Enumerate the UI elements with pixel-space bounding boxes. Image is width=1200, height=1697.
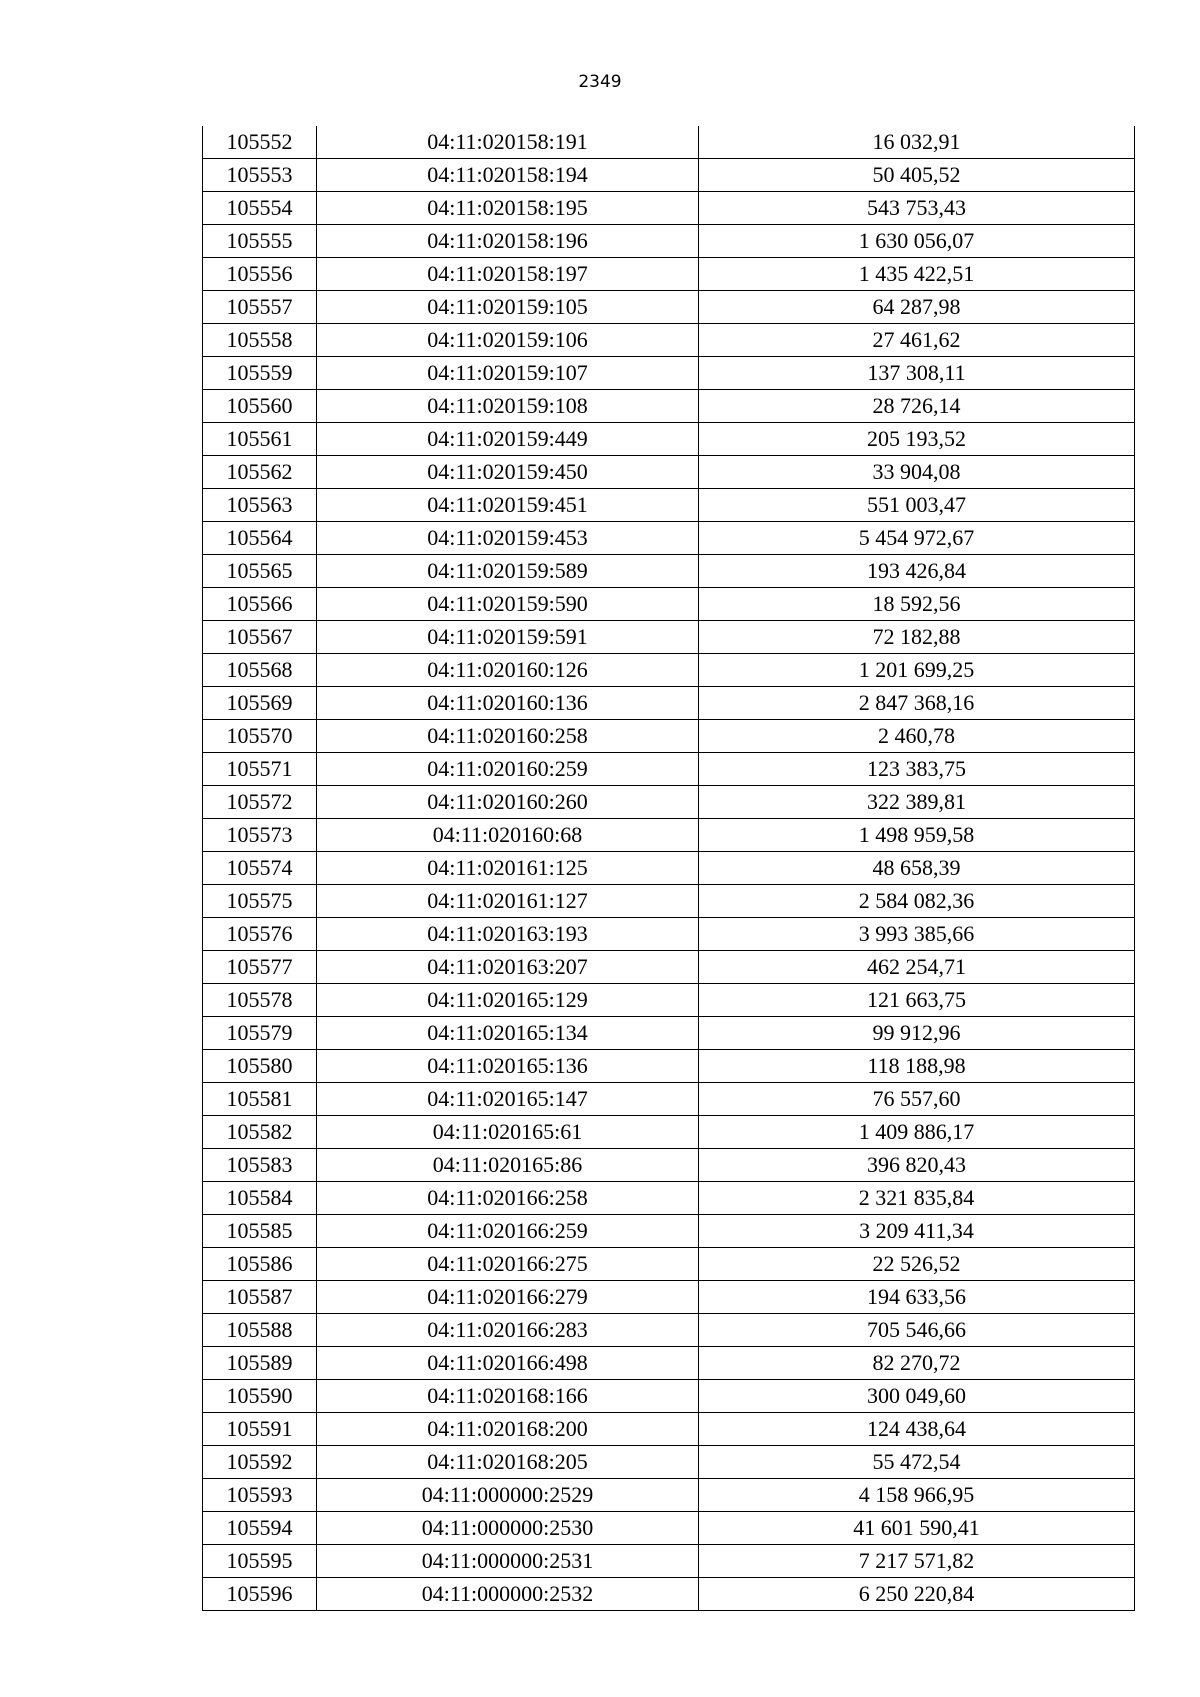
table-row xyxy=(203,1149,1135,1182)
cadastral-value-cell: 18 592,56 xyxy=(699,588,1135,621)
cadastral-number-cell: 04:11:020159:590 xyxy=(317,588,699,621)
table-row xyxy=(203,126,1135,159)
table-row xyxy=(203,1182,1135,1215)
row-number-cell: 105596 xyxy=(203,1578,317,1611)
row-number-cell: 105559 xyxy=(203,357,317,390)
cadastral-value-cell: 1 409 886,17 xyxy=(699,1116,1135,1149)
table-row xyxy=(203,1512,1135,1545)
cadastral-value-cell: 551 003,47 xyxy=(699,489,1135,522)
cadastral-value-cell: 2 460,78 xyxy=(699,720,1135,753)
cadastral-value-cell: 396 820,43 xyxy=(699,1149,1135,1182)
cadastral-number-cell: 04:11:020159:451 xyxy=(317,489,699,522)
cadastral-value-cell: 6 250 220,84 xyxy=(699,1578,1135,1611)
cadastral-value-cell: 27 461,62 xyxy=(699,324,1135,357)
cadastral-value-cell: 137 308,11 xyxy=(699,357,1135,390)
cadastral-number-cell: 04:11:020165:129 xyxy=(317,984,699,1017)
cadastral-number-cell: 04:11:020159:453 xyxy=(317,522,699,555)
cadastral-value-cell: 3 209 411,34 xyxy=(699,1215,1135,1248)
row-number-cell: 105563 xyxy=(203,489,317,522)
row-number-cell: 105581 xyxy=(203,1083,317,1116)
cadastral-number-cell: 04:11:020159:591 xyxy=(317,621,699,654)
row-number-cell: 105590 xyxy=(203,1380,317,1413)
row-number-cell: 105585 xyxy=(203,1215,317,1248)
cadastral-number-cell: 04:11:020158:194 xyxy=(317,159,699,192)
table-row xyxy=(203,918,1135,951)
cadastral-value-cell: 99 912,96 xyxy=(699,1017,1135,1050)
table-row xyxy=(203,852,1135,885)
cadastral-number-cell: 04:11:020166:275 xyxy=(317,1248,699,1281)
cadastral-value-cell: 72 182,88 xyxy=(699,621,1135,654)
cadastral-number-cell: 04:11:020160:258 xyxy=(317,720,699,753)
table-row xyxy=(203,390,1135,423)
cadastral-value-cell: 3 993 385,66 xyxy=(699,918,1135,951)
cadastral-value-cell: 1 630 056,07 xyxy=(699,225,1135,258)
table-row xyxy=(203,555,1135,588)
row-number-cell: 105553 xyxy=(203,159,317,192)
cadastral-value-cell: 41 601 590,41 xyxy=(699,1512,1135,1545)
cadastral-number-cell: 04:11:020163:207 xyxy=(317,951,699,984)
table-row xyxy=(203,1413,1135,1446)
cadastral-number-cell: 04:11:020168:205 xyxy=(317,1446,699,1479)
table-row xyxy=(203,720,1135,753)
table-row xyxy=(203,984,1135,1017)
table-row xyxy=(203,588,1135,621)
cadastral-value-cell: 118 188,98 xyxy=(699,1050,1135,1083)
cadastral-value-cell: 82 270,72 xyxy=(699,1347,1135,1380)
cadastral-value-cell: 76 557,60 xyxy=(699,1083,1135,1116)
row-number-cell: 105586 xyxy=(203,1248,317,1281)
cadastral-number-cell: 04:11:020160:68 xyxy=(317,819,699,852)
table-row xyxy=(203,258,1135,291)
table-row xyxy=(203,621,1135,654)
row-number-cell: 105578 xyxy=(203,984,317,1017)
cadastral-number-cell: 04:11:020161:125 xyxy=(317,852,699,885)
cadastral-number-cell: 04:11:000000:2529 xyxy=(317,1479,699,1512)
cadastral-number-cell: 04:11:020166:258 xyxy=(317,1182,699,1215)
cadastral-number-cell: 04:11:020160:136 xyxy=(317,687,699,720)
cadastral-number-cell: 04:11:020160:259 xyxy=(317,753,699,786)
registry-table-body xyxy=(203,126,1135,1611)
cadastral-value-cell: 300 049,60 xyxy=(699,1380,1135,1413)
cadastral-number-cell: 04:11:020158:191 xyxy=(317,126,699,159)
table-row xyxy=(203,1380,1135,1413)
table-row xyxy=(203,1578,1135,1611)
cadastral-value-cell: 1 435 422,51 xyxy=(699,258,1135,291)
cadastral-value-cell: 194 633,56 xyxy=(699,1281,1135,1314)
row-number-cell: 105568 xyxy=(203,654,317,687)
table-row xyxy=(203,951,1135,984)
cadastral-number-cell: 04:11:020165:61 xyxy=(317,1116,699,1149)
row-number-cell: 105567 xyxy=(203,621,317,654)
cadastral-number-cell: 04:11:000000:2530 xyxy=(317,1512,699,1545)
table-row xyxy=(203,1281,1135,1314)
cadastral-number-cell: 04:11:020159:108 xyxy=(317,390,699,423)
row-number-cell: 105587 xyxy=(203,1281,317,1314)
cadastral-value-cell: 121 663,75 xyxy=(699,984,1135,1017)
table-row xyxy=(203,654,1135,687)
table-row xyxy=(203,225,1135,258)
cadastral-value-cell: 205 193,52 xyxy=(699,423,1135,456)
table-row xyxy=(203,1479,1135,1512)
cadastral-number-cell: 04:11:020166:259 xyxy=(317,1215,699,1248)
cadastral-number-cell: 04:11:020165:134 xyxy=(317,1017,699,1050)
cadastral-value-cell: 33 904,08 xyxy=(699,456,1135,489)
row-number-cell: 105577 xyxy=(203,951,317,984)
row-number-cell: 105564 xyxy=(203,522,317,555)
cadastral-number-cell: 04:11:020166:283 xyxy=(317,1314,699,1347)
table-row xyxy=(203,1314,1135,1347)
table-row xyxy=(203,753,1135,786)
row-number-cell: 105558 xyxy=(203,324,317,357)
cadastral-value-cell: 705 546,66 xyxy=(699,1314,1135,1347)
cadastral-number-cell: 04:11:020159:105 xyxy=(317,291,699,324)
cadastral-number-cell: 04:11:020158:195 xyxy=(317,192,699,225)
row-number-cell: 105574 xyxy=(203,852,317,885)
cadastral-number-cell: 04:11:020166:279 xyxy=(317,1281,699,1314)
cadastral-value-cell: 2 584 082,36 xyxy=(699,885,1135,918)
table-row xyxy=(203,1050,1135,1083)
cadastral-value-cell: 55 472,54 xyxy=(699,1446,1135,1479)
table-row xyxy=(203,687,1135,720)
row-number-cell: 105591 xyxy=(203,1413,317,1446)
cadastral-value-cell: 322 389,81 xyxy=(699,786,1135,819)
row-number-cell: 105566 xyxy=(203,588,317,621)
cadastral-value-cell: 48 658,39 xyxy=(699,852,1135,885)
row-number-cell: 105582 xyxy=(203,1116,317,1149)
cadastral-value-cell: 462 254,71 xyxy=(699,951,1135,984)
table-row xyxy=(203,1248,1135,1281)
cadastral-value-cell: 50 405,52 xyxy=(699,159,1135,192)
cadastral-number-cell: 04:11:000000:2531 xyxy=(317,1545,699,1578)
cadastral-number-cell: 04:11:020159:450 xyxy=(317,456,699,489)
cadastral-number-cell: 04:11:020158:196 xyxy=(317,225,699,258)
table-row xyxy=(203,1215,1135,1248)
row-number-cell: 105584 xyxy=(203,1182,317,1215)
table-row xyxy=(203,357,1135,390)
cadastral-value-cell: 64 287,98 xyxy=(699,291,1135,324)
cadastral-number-cell: 04:11:020160:126 xyxy=(317,654,699,687)
table-row xyxy=(203,885,1135,918)
row-number-cell: 105571 xyxy=(203,753,317,786)
row-number-cell: 105561 xyxy=(203,423,317,456)
cadastral-value-cell: 1 498 959,58 xyxy=(699,819,1135,852)
cadastral-value-cell: 16 032,91 xyxy=(699,126,1135,159)
cadastral-value-cell: 5 454 972,67 xyxy=(699,522,1135,555)
cadastral-value-cell: 193 426,84 xyxy=(699,555,1135,588)
cadastral-value-cell: 123 383,75 xyxy=(699,753,1135,786)
cadastral-value-cell: 543 753,43 xyxy=(699,192,1135,225)
table-row xyxy=(203,324,1135,357)
cadastral-value-cell: 2 321 835,84 xyxy=(699,1182,1135,1215)
table-row xyxy=(203,1446,1135,1479)
row-number-cell: 105594 xyxy=(203,1512,317,1545)
row-number-cell: 105554 xyxy=(203,192,317,225)
table-row xyxy=(203,192,1135,225)
row-number-cell: 105555 xyxy=(203,225,317,258)
cadastral-number-cell: 04:11:020159:107 xyxy=(317,357,699,390)
cadastral-number-cell: 04:11:020160:260 xyxy=(317,786,699,819)
row-number-cell: 105572 xyxy=(203,786,317,819)
cadastral-number-cell: 04:11:020159:589 xyxy=(317,555,699,588)
registry-table xyxy=(202,126,1135,1611)
cadastral-value-cell: 28 726,14 xyxy=(699,390,1135,423)
cadastral-number-cell: 04:11:020165:147 xyxy=(317,1083,699,1116)
table-row xyxy=(203,489,1135,522)
cadastral-number-cell: 04:11:020163:193 xyxy=(317,918,699,951)
table-row xyxy=(203,1116,1135,1149)
row-number-cell: 105588 xyxy=(203,1314,317,1347)
row-number-cell: 105575 xyxy=(203,885,317,918)
row-number-cell: 105589 xyxy=(203,1347,317,1380)
cadastral-number-cell: 04:11:020168:166 xyxy=(317,1380,699,1413)
row-number-cell: 105580 xyxy=(203,1050,317,1083)
row-number-cell: 105579 xyxy=(203,1017,317,1050)
row-number-cell: 105560 xyxy=(203,390,317,423)
cadastral-number-cell: 04:11:020165:86 xyxy=(317,1149,699,1182)
table-row xyxy=(203,1545,1135,1578)
row-number-cell: 105562 xyxy=(203,456,317,489)
row-number-cell: 105595 xyxy=(203,1545,317,1578)
cadastral-value-cell: 124 438,64 xyxy=(699,1413,1135,1446)
table-row xyxy=(203,1347,1135,1380)
row-number-cell: 105565 xyxy=(203,555,317,588)
row-number-cell: 105552 xyxy=(203,126,317,159)
cadastral-value-cell: 2 847 368,16 xyxy=(699,687,1135,720)
cadastral-value-cell: 22 526,52 xyxy=(699,1248,1135,1281)
table-row xyxy=(203,291,1135,324)
cadastral-number-cell: 04:11:020168:200 xyxy=(317,1413,699,1446)
row-number-cell: 105583 xyxy=(203,1149,317,1182)
cadastral-value-cell: 7 217 571,82 xyxy=(699,1545,1135,1578)
row-number-cell: 105569 xyxy=(203,687,317,720)
row-number-cell: 105557 xyxy=(203,291,317,324)
cadastral-number-cell: 04:11:020161:127 xyxy=(317,885,699,918)
table-row xyxy=(203,159,1135,192)
row-number-cell: 105556 xyxy=(203,258,317,291)
table-row xyxy=(203,522,1135,555)
cadastral-value-cell: 4 158 966,95 xyxy=(699,1479,1135,1512)
cadastral-number-cell: 04:11:020165:136 xyxy=(317,1050,699,1083)
row-number-cell: 105593 xyxy=(203,1479,317,1512)
table-row xyxy=(203,786,1135,819)
cadastral-value-cell: 1 201 699,25 xyxy=(699,654,1135,687)
table-row xyxy=(203,1083,1135,1116)
row-number-cell: 105570 xyxy=(203,720,317,753)
row-number-cell: 105592 xyxy=(203,1446,317,1479)
page-number: 2349 xyxy=(578,72,622,92)
cadastral-number-cell: 04:11:020159:106 xyxy=(317,324,699,357)
cadastral-number-cell: 04:11:020166:498 xyxy=(317,1347,699,1380)
table-row xyxy=(203,1017,1135,1050)
row-number-cell: 105573 xyxy=(203,819,317,852)
cadastral-number-cell: 04:11:020158:197 xyxy=(317,258,699,291)
table-row xyxy=(203,819,1135,852)
table-row xyxy=(203,423,1135,456)
table-row xyxy=(203,456,1135,489)
row-number-cell: 105576 xyxy=(203,918,317,951)
cadastral-number-cell: 04:11:020159:449 xyxy=(317,423,699,456)
cadastral-number-cell: 04:11:000000:2532 xyxy=(317,1578,699,1611)
